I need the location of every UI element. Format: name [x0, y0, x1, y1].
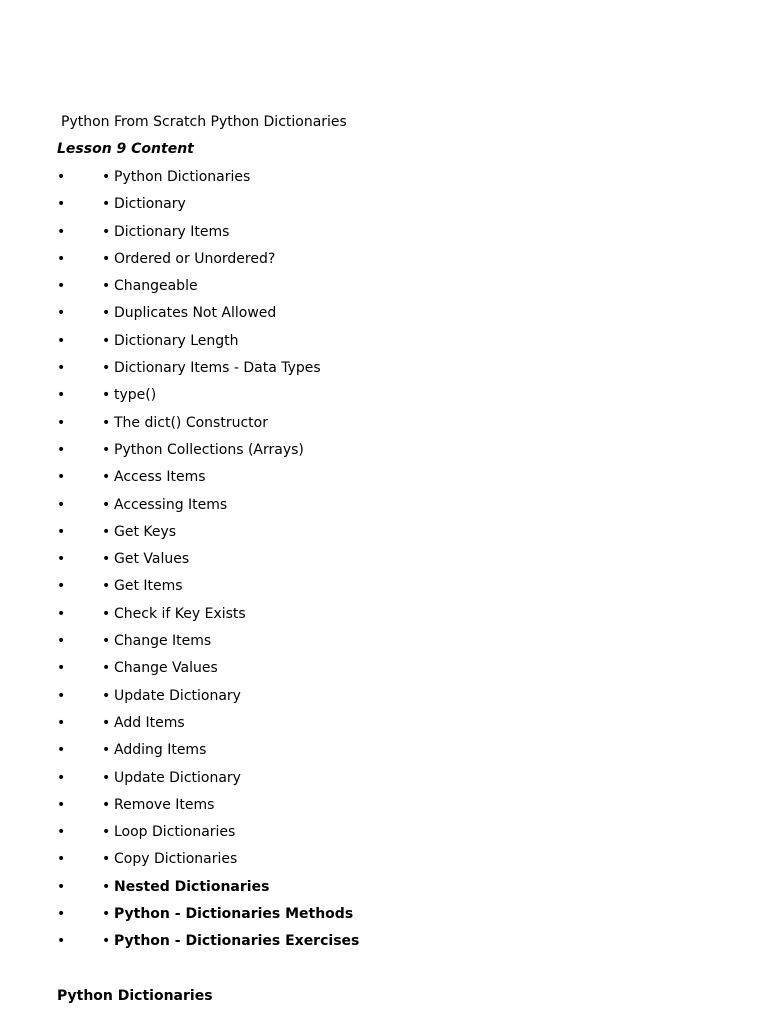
bullet-icon: •	[57, 278, 66, 295]
list-item-label: Get Keys	[114, 523, 177, 540]
list-item	[0, 905, 768, 932]
bullet-icon: •	[102, 387, 111, 404]
bullet-icon: •	[102, 196, 111, 213]
list-item	[0, 823, 768, 850]
bullet-icon: •	[57, 523, 66, 540]
bullet-icon: •	[102, 523, 111, 540]
list-item	[0, 304, 768, 331]
list-item-label: Dictionary Items - Data Types	[114, 360, 321, 377]
bullet-icon: •	[57, 824, 66, 841]
list-item	[0, 932, 768, 959]
bullet-icon: •	[57, 933, 66, 950]
bullet-icon: •	[102, 305, 111, 322]
lesson-heading: Lesson 9 Content	[57, 141, 194, 157]
list-item	[0, 523, 768, 550]
bullet-icon: •	[57, 906, 66, 923]
section-heading: Python Dictionaries	[57, 988, 213, 1004]
bullet-icon: •	[57, 496, 66, 513]
list-item-label: Get Items	[114, 578, 183, 595]
list-item-label: Change Items	[114, 633, 212, 650]
bullet-icon: •	[57, 687, 66, 704]
bullet-icon: •	[57, 851, 66, 868]
bullet-icon: •	[57, 742, 66, 759]
bullet-icon: •	[57, 387, 66, 404]
list-item	[0, 687, 768, 714]
bullet-icon: •	[57, 169, 66, 185]
bullet-icon: •	[102, 169, 111, 185]
bullet-icon: •	[102, 714, 111, 731]
bullet-icon: •	[57, 551, 66, 568]
list-item-label: type()	[114, 387, 157, 404]
list-item-label: Duplicates Not Allowed	[114, 305, 277, 322]
list-item	[0, 359, 768, 386]
bullet-icon: •	[57, 605, 66, 622]
list-item-label: Ordered or Unordered?	[114, 250, 276, 267]
list-item	[0, 414, 768, 441]
bullet-icon: •	[102, 441, 111, 458]
bullet-icon: •	[102, 933, 111, 950]
list-item	[0, 441, 768, 468]
list-item	[0, 605, 768, 632]
bullet-icon: •	[102, 906, 111, 923]
list-item	[0, 878, 768, 905]
list-item	[0, 850, 768, 877]
list-item	[0, 659, 768, 686]
list-item-label: Adding Items	[114, 742, 207, 759]
bullet-icon: •	[102, 278, 111, 295]
bullet-icon: •	[102, 660, 111, 677]
list-item	[0, 250, 768, 277]
bullet-icon: •	[102, 578, 111, 595]
list-item	[0, 632, 768, 659]
bullet-icon: •	[102, 796, 111, 813]
list-item-label: Add Items	[114, 714, 185, 731]
bullet-icon: •	[57, 223, 66, 240]
list-item	[0, 277, 768, 304]
bullet-icon: •	[57, 714, 66, 731]
bullet-icon: •	[102, 742, 111, 759]
list-item	[0, 332, 768, 359]
list-item	[0, 496, 768, 523]
bullet-icon: •	[102, 223, 111, 240]
list-item	[0, 168, 768, 195]
bullet-icon: •	[57, 196, 66, 213]
bullet-icon: •	[57, 441, 66, 458]
bullet-icon: •	[102, 687, 111, 704]
document-title: Python From Scratch Python Dictionaries	[61, 114, 347, 130]
bullet-icon: •	[57, 660, 66, 677]
list-item	[0, 550, 768, 577]
list-item	[0, 577, 768, 604]
list-item-label: Access Items	[114, 469, 206, 486]
list-item-label: Python - Dictionaries Methods	[114, 906, 354, 923]
list-item-label: Update Dictionary	[114, 687, 241, 704]
list-item	[0, 714, 768, 741]
bullet-icon: •	[57, 414, 66, 431]
list-item-label: Changeable	[114, 278, 198, 295]
list-item	[0, 386, 768, 413]
bullet-icon: •	[102, 496, 111, 513]
list-item-label: Python - Dictionaries Exercises	[114, 933, 360, 950]
list-item	[0, 769, 768, 796]
bullet-icon: •	[57, 469, 66, 486]
list-item-label: Dictionary	[114, 196, 186, 213]
bullet-icon: •	[57, 250, 66, 267]
list-item	[0, 223, 768, 250]
bullet-icon: •	[102, 332, 111, 349]
list-item-label: Python Collections (Arrays)	[114, 441, 304, 458]
bullet-icon: •	[57, 633, 66, 650]
list-item	[0, 796, 768, 823]
bullet-icon: •	[57, 878, 66, 895]
bullet-icon: •	[102, 250, 111, 267]
list-item-label: Nested Dictionaries	[114, 878, 270, 895]
bullet-icon: •	[102, 769, 111, 786]
bullet-icon: •	[102, 605, 111, 622]
bullet-icon: •	[57, 796, 66, 813]
bullet-icon: •	[102, 360, 111, 377]
list-item-label: Dictionary Length	[114, 332, 239, 349]
list-item-label: Copy Dictionaries	[114, 851, 238, 868]
bullet-icon: •	[102, 469, 111, 486]
list-item-label: Accessing Items	[114, 496, 228, 513]
bullet-icon: •	[57, 578, 66, 595]
list-item-label: Dictionary Items	[114, 223, 230, 240]
bullet-icon: •	[102, 824, 111, 841]
list-item-label: Change Values	[114, 660, 218, 677]
list-item-label: Get Values	[114, 551, 190, 568]
list-item	[0, 741, 768, 768]
bullet-icon: •	[102, 633, 111, 650]
bullet-icon: •	[102, 414, 111, 431]
bullet-icon: •	[57, 305, 66, 322]
lesson-content-list	[0, 168, 768, 960]
list-item-label: Python Dictionaries	[114, 169, 251, 185]
list-item-label: Check if Key Exists	[114, 605, 246, 622]
list-item-label: The dict() Constructor	[114, 414, 268, 431]
list-item	[0, 468, 768, 495]
list-item-label: Loop Dictionaries	[114, 824, 236, 841]
list-item-label: Update Dictionary	[114, 769, 241, 786]
bullet-icon: •	[102, 551, 111, 568]
bullet-icon: •	[102, 851, 111, 868]
bullet-icon: •	[57, 332, 66, 349]
bullet-icon: •	[57, 769, 66, 786]
bullet-icon: •	[57, 360, 66, 377]
list-item-label: Remove Items	[114, 796, 215, 813]
bullet-icon: •	[102, 878, 111, 895]
list-item	[0, 195, 768, 222]
